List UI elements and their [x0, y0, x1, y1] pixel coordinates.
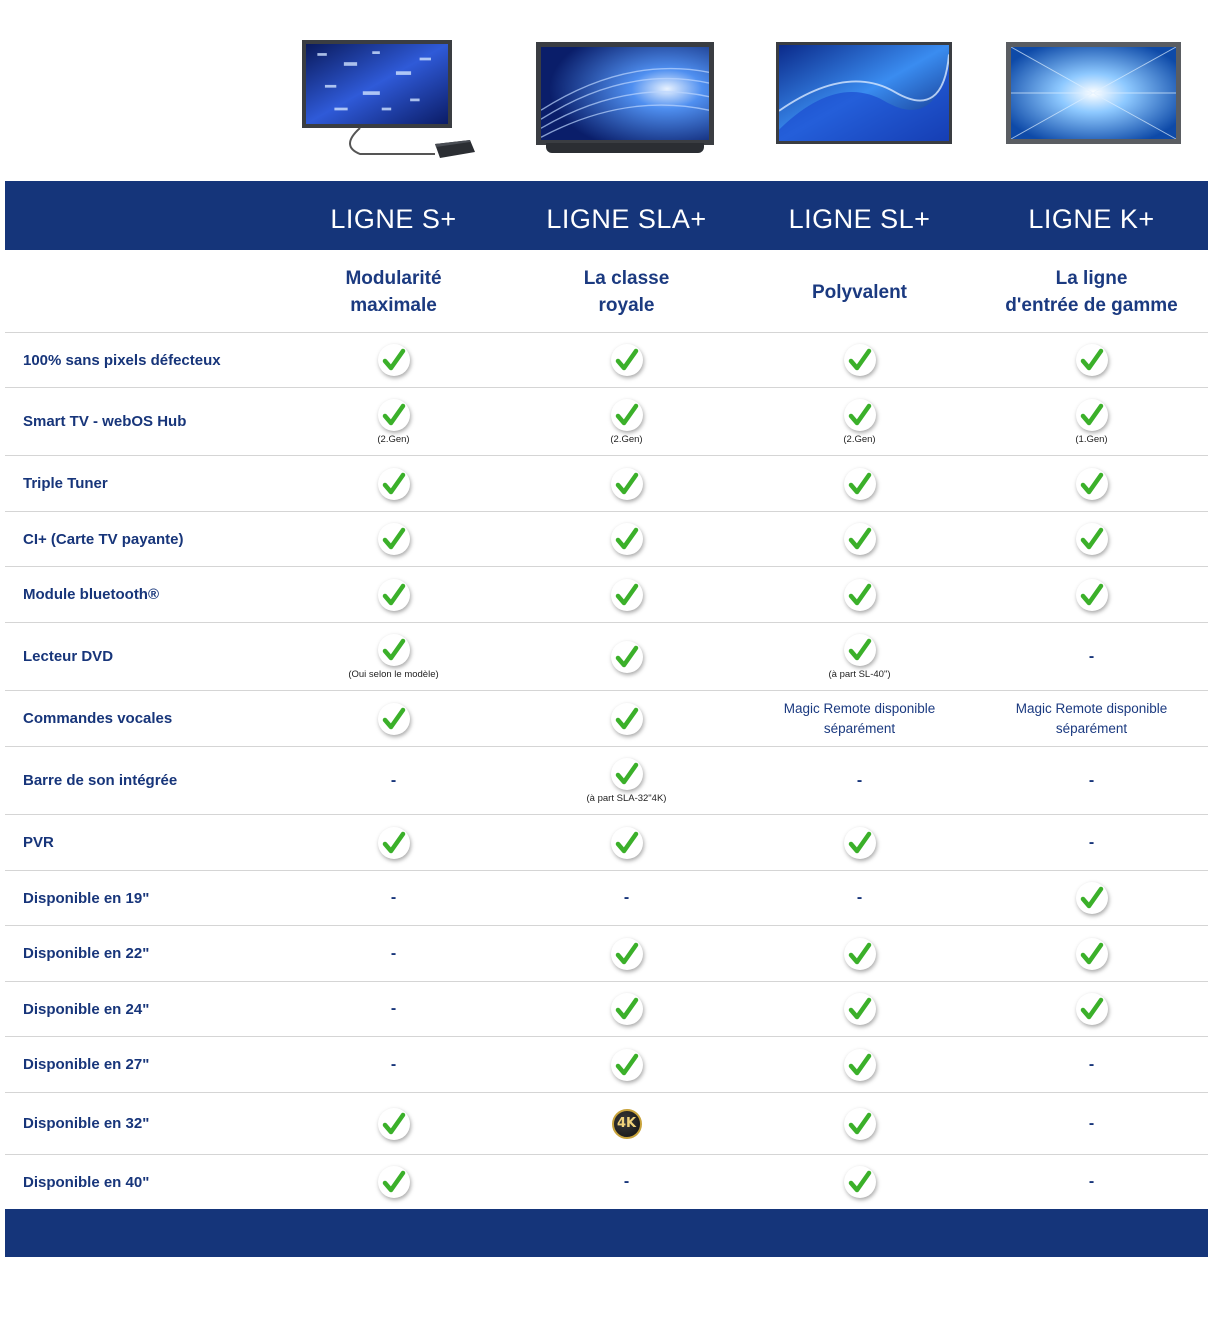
not-available-dash: - — [623, 1173, 630, 1190]
row-label: Disponible en 40" — [23, 1173, 150, 1191]
check-icon — [611, 758, 643, 790]
cell-text — [784, 699, 936, 739]
check-icon — [844, 634, 876, 666]
table-row — [5, 566, 1208, 622]
table-cell — [277, 982, 510, 1036]
table-cell — [277, 1093, 510, 1154]
check-icon — [844, 399, 876, 431]
check-icon — [611, 344, 643, 376]
table-cell — [743, 926, 976, 981]
not-available-dash: - — [390, 771, 397, 789]
table-cell — [743, 623, 976, 690]
column-subtitle-s-plus: Modularité maximale — [345, 268, 442, 316]
table-cell — [975, 512, 1208, 566]
table-cell — [743, 691, 976, 746]
check-icon — [844, 1108, 876, 1140]
row-label: Triple Tuner — [23, 475, 108, 492]
table-cell — [510, 1037, 743, 1092]
row-label: Smart TV - webOS Hub — [23, 413, 187, 430]
cell-text-line: séparément — [823, 720, 896, 736]
table-cell — [743, 1093, 976, 1154]
check-icon — [611, 523, 643, 555]
tv-image-sla-plus — [536, 42, 714, 157]
table-cell — [277, 456, 510, 511]
check-icon — [611, 1049, 643, 1081]
check-icon — [844, 938, 876, 970]
table-cell — [975, 623, 1208, 690]
table-cell — [975, 1093, 1208, 1154]
check-icon — [844, 579, 876, 611]
column-title-s-plus: LIGNE S+ — [330, 204, 457, 234]
check-icon — [611, 993, 643, 1025]
table-cell — [277, 333, 510, 387]
check-icon — [378, 827, 410, 859]
not-available-dash: - — [390, 889, 397, 906]
check-icon — [611, 579, 643, 611]
check-icon — [378, 1166, 410, 1198]
table-cell — [510, 747, 743, 814]
row-label: Disponible en 19" — [23, 889, 150, 907]
not-available-dash: - — [856, 771, 863, 789]
table-row — [5, 387, 1208, 455]
table-cell — [743, 333, 976, 387]
cell-note: (à part SL-40") — [828, 668, 891, 680]
cell-note: (1.Gen) — [1075, 433, 1108, 445]
cell-note: (Oui selon le modèle) — [348, 668, 439, 680]
cell-note: (2.Gen) — [610, 433, 643, 445]
table-cell — [510, 333, 743, 387]
table-cell — [743, 982, 976, 1036]
table-cell — [743, 815, 976, 870]
table-cell — [277, 567, 510, 622]
table-cell — [975, 333, 1208, 387]
4k-badge-icon: 4K — [612, 1109, 642, 1139]
table-row — [5, 870, 1208, 925]
table-cell — [277, 1155, 510, 1209]
table-row — [5, 814, 1208, 870]
table-cell — [743, 567, 976, 622]
table-cell — [510, 567, 743, 622]
column-subtitle-k-plus: La ligne d'entrée de gamme — [1005, 268, 1178, 316]
check-icon — [611, 938, 643, 970]
not-available-dash: - — [1088, 833, 1095, 851]
check-icon — [844, 993, 876, 1025]
cell-note: (à part SLA-32"4K) — [586, 792, 667, 804]
cell-note: (2.Gen) — [843, 433, 876, 445]
tv-image-sl-plus — [776, 42, 952, 148]
check-icon — [1076, 993, 1108, 1025]
not-available-dash: - — [1088, 1055, 1095, 1073]
table-cell — [975, 871, 1208, 925]
check-icon — [378, 703, 410, 735]
row-label: PVR — [23, 834, 54, 851]
table-cell — [277, 926, 510, 981]
not-available-dash: - — [856, 889, 863, 906]
table-row — [5, 1092, 1208, 1154]
row-label: 100% sans pixels défecteux — [23, 351, 221, 369]
row-label: CI+ (Carte TV payante) — [23, 530, 184, 548]
table-row — [5, 981, 1208, 1036]
table-cell — [510, 926, 743, 981]
tv-image-k-plus — [1006, 42, 1181, 148]
table-cell — [510, 1093, 743, 1154]
cell-text — [1016, 699, 1168, 739]
row-label: Disponible en 24" — [23, 1000, 150, 1018]
tv-image-s-plus — [300, 40, 475, 170]
table-cell — [510, 871, 743, 925]
check-icon — [844, 827, 876, 859]
table-cell — [743, 747, 976, 814]
table-row — [5, 332, 1208, 387]
table-cell — [277, 623, 510, 690]
table-cell — [277, 871, 510, 925]
table-cell — [510, 691, 743, 746]
check-icon — [611, 641, 643, 673]
not-available-dash: - — [623, 889, 630, 906]
table-cell — [975, 567, 1208, 622]
table-cell — [510, 388, 743, 455]
table-cell — [975, 926, 1208, 981]
table-cell — [277, 512, 510, 566]
table-cell — [975, 691, 1208, 746]
table-row — [5, 925, 1208, 981]
table-cell — [510, 623, 743, 690]
check-icon — [844, 1049, 876, 1081]
check-icon — [1076, 523, 1108, 555]
cell-note: (2.Gen) — [377, 433, 410, 445]
not-available-dash: - — [1088, 1114, 1095, 1132]
check-icon — [611, 468, 643, 500]
table-cell — [277, 388, 510, 455]
table-cell — [510, 815, 743, 870]
check-icon — [844, 1166, 876, 1198]
row-label: Disponible en 22" — [23, 945, 150, 962]
check-icon — [378, 579, 410, 611]
cell-text-line: Magic Remote disponible — [783, 700, 936, 716]
not-available-dash: - — [390, 1055, 397, 1073]
table-cell — [743, 388, 976, 455]
check-icon — [378, 468, 410, 500]
table-cell — [975, 1037, 1208, 1092]
table-row — [5, 1154, 1208, 1209]
table-cell — [743, 512, 976, 566]
check-icon — [844, 523, 876, 555]
not-available-dash: - — [390, 944, 397, 962]
column-title-k-plus: LIGNE K+ — [1028, 204, 1155, 234]
row-label: Commandes vocales — [23, 710, 173, 727]
check-icon — [1076, 344, 1108, 376]
check-icon — [844, 468, 876, 500]
check-icon — [1076, 579, 1108, 611]
table-cell — [975, 388, 1208, 455]
table-cell — [510, 982, 743, 1036]
check-icon — [611, 703, 643, 735]
table-cell — [277, 691, 510, 746]
check-icon — [1076, 938, 1108, 970]
column-subtitle-sla-plus: La classe royale — [583, 268, 670, 316]
table-cell — [743, 1155, 976, 1209]
not-available-dash: - — [390, 1000, 397, 1017]
table-row — [5, 455, 1208, 511]
column-title-sla-plus: LIGNE SLA+ — [546, 204, 707, 234]
check-icon — [611, 399, 643, 431]
table-row — [5, 746, 1208, 814]
table-row — [5, 1036, 1208, 1092]
table-cell — [975, 815, 1208, 870]
row-label: Disponible en 32" — [23, 1115, 150, 1132]
table-cell — [510, 512, 743, 566]
table-row — [5, 622, 1208, 690]
check-icon — [378, 634, 410, 666]
not-available-dash: - — [1088, 647, 1095, 665]
check-icon — [844, 344, 876, 376]
table-cell — [510, 456, 743, 511]
table-row — [5, 690, 1208, 746]
column-title-sl-plus: LIGNE SL+ — [788, 204, 931, 234]
check-icon — [378, 1108, 410, 1140]
column-subtitle-sl-plus: Polyvalent — [811, 281, 908, 303]
table-cell — [743, 1037, 976, 1092]
cell-text-line: Magic Remote disponible — [1015, 700, 1168, 716]
cell-text-line: séparément — [1055, 720, 1128, 736]
row-label: Disponible en 27" — [23, 1056, 150, 1073]
not-available-dash: - — [1088, 771, 1095, 789]
row-label: Lecteur DVD — [23, 648, 114, 665]
table-cell — [743, 871, 976, 925]
footer-band — [5, 1209, 1208, 1257]
row-label: Barre de son intégrée — [23, 772, 178, 789]
table-cell — [975, 456, 1208, 511]
table-cell — [975, 747, 1208, 814]
table-cell — [975, 982, 1208, 1036]
not-available-dash: - — [1088, 1173, 1095, 1190]
header-band — [5, 181, 1208, 250]
check-icon — [378, 399, 410, 431]
check-icon — [1076, 468, 1108, 500]
row-label: Module bluetooth® — [23, 586, 160, 603]
table-cell — [510, 1155, 743, 1209]
check-icon — [378, 344, 410, 376]
check-icon — [1076, 399, 1108, 431]
table-cell — [277, 815, 510, 870]
table-cell — [277, 747, 510, 814]
check-icon — [611, 827, 643, 859]
table-cell — [277, 1037, 510, 1092]
table-cell — [743, 456, 976, 511]
check-icon — [378, 523, 410, 555]
check-icon — [1076, 882, 1108, 914]
table-row — [5, 511, 1208, 566]
table-cell — [975, 1155, 1208, 1209]
